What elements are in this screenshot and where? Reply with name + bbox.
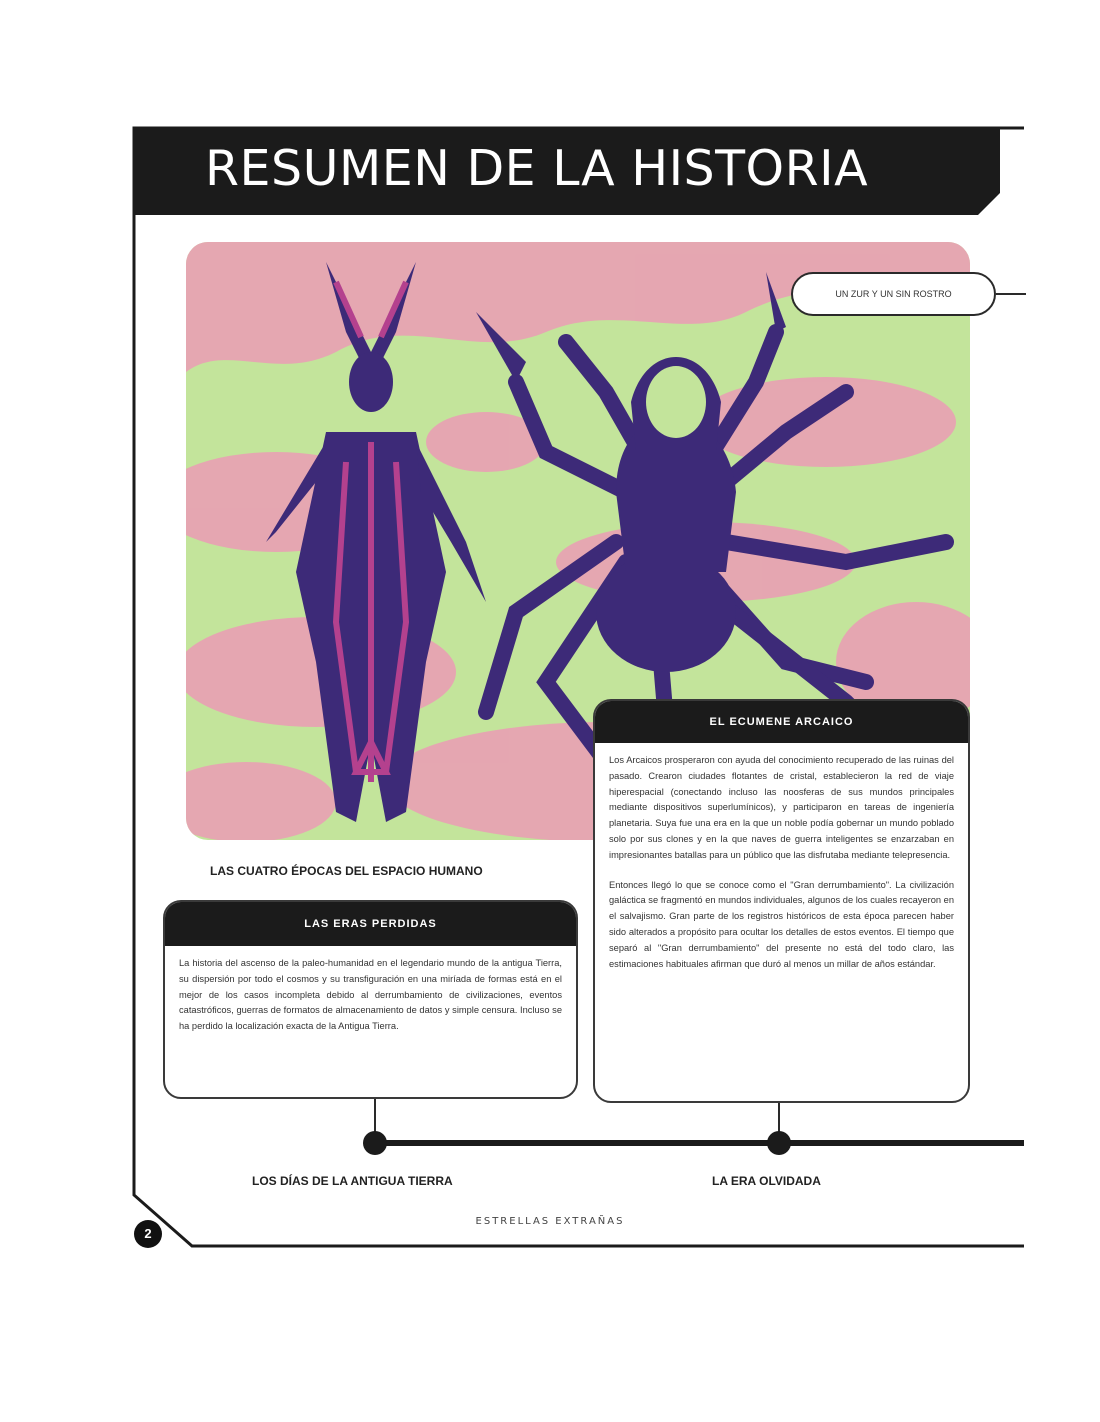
page-number: 2 [134, 1220, 162, 1248]
lost-eras-text: La historia del ascenso de la paleo-humanidad en el legendario mundo de la antigua Tierra, su dispersión por todo el cosmos y su transfiguración en una miríada de formas está en el mejor de los casos incompleta debido al derrumbamiento de civilizaciones, eventos catastróficos, guerras de formatos de almacenamiento de datos y simple censura. Incluso se ha perdido la localización exacta de la Antigua Tierra. [179, 958, 562, 1032]
archaic-ecumene-paragraph-1: Los Arcaicos prosperaron con ayuda del conocimiento recuperado de las ruinas del pasado. Crearon ciudades flotantes de cristal, establecieron la red de viaje hiperespacial (conectando incluso las noosferas de sus mundos principales mediante dispositivos superlumínicos), y participaron en tareas de ingeniería planetaria. Suya fue una era en la que un noble podía gobernar un mundo poblado solo por sus clones y en la que naves de guerra inteligentes se enzarzaban en impresionantes batallas para un público que las disfrutaba mediante telepresencia. [609, 755, 954, 860]
timeline-label-forgotten-era: LA ERA OLVIDADA [712, 1174, 821, 1188]
section-heading: LAS CUATRO ÉPOCAS DEL ESPACIO HUMANO [210, 864, 483, 878]
timeline-node [767, 1131, 791, 1155]
lost-eras-box [163, 900, 578, 1099]
archaic-ecumene-box [593, 699, 970, 1103]
archaic-ecumene-title: EL ECUMENE ARCAICO [595, 701, 968, 743]
timeline-node [363, 1131, 387, 1155]
illustration-caption: UN ZUR Y UN SIN ROSTRO [791, 272, 996, 316]
caption-connector [996, 293, 1026, 295]
archaic-ecumene-paragraph-2: Entonces llegó lo que se conoce como el "Gran derrumbamiento". La civilización galáctica se fragmentó en mundos individuales, algunos de los cuales recayeron en el salvajismo. Gran parte de los registros históricos de esta época parecen haber sido alterados a propósito para ocultar los detalles de estos eventos. El tiempo que separó al "Gran derrumbamiento" del presente no está del todo claro, las estimaciones habituales afirman que duró al menos un millar de años estándar. [609, 879, 954, 969]
timeline-label-ancient-earth: LOS DÍAS DE LA ANTIGUA TIERRA [252, 1174, 453, 1188]
lost-eras-title: LAS ERAS PERDIDAS [165, 902, 576, 946]
footer-brand: ESTRELLAS EXTRAÑAS [475, 1216, 625, 1227]
page-title: RESUMEN DE LA HISTORIA [205, 140, 869, 197]
